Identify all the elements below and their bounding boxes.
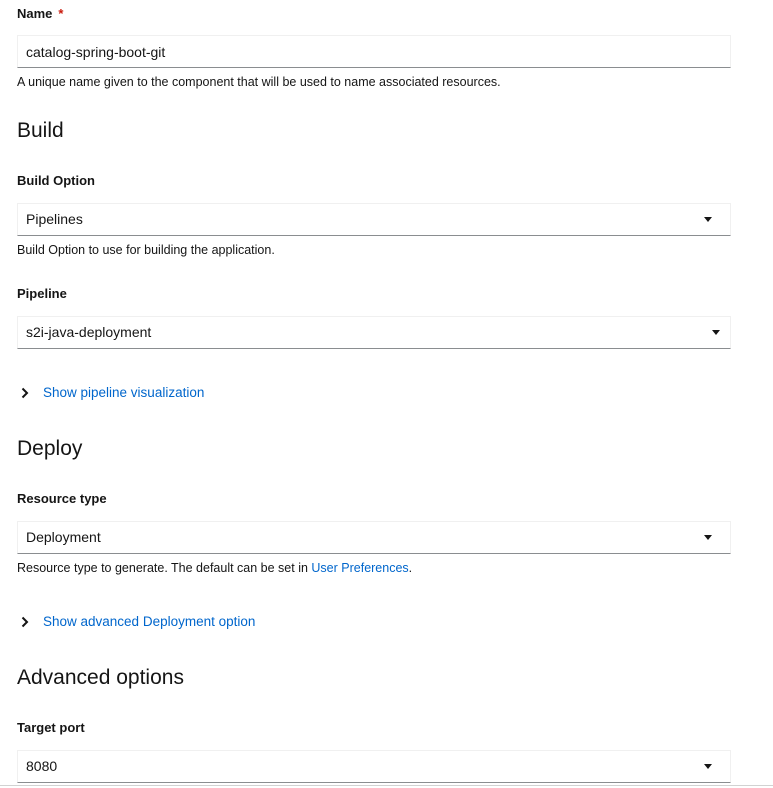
pipeline-visualization-toggle[interactable]: [17, 384, 277, 402]
advanced-options-heading: Advanced options: [17, 666, 184, 689]
build-option-selected-value: Pipelines: [26, 211, 83, 227]
pipeline-select[interactable]: [17, 316, 731, 349]
user-preferences-link[interactable]: User Preferences: [311, 561, 409, 575]
name-label-text: Name: [17, 6, 53, 21]
resource-type-helper-prefix: Resource type to generate. The default can be set in: [17, 561, 312, 575]
target-port-select[interactable]: [17, 750, 731, 783]
caret-down-icon: [704, 764, 712, 769]
advanced-deployment-link[interactable]: Show advanced Deployment option: [43, 614, 256, 629]
deploy-heading: Deploy: [17, 437, 83, 460]
caret-down-icon: [704, 535, 712, 540]
chevron-right-icon: [20, 616, 30, 628]
pipeline-label: Pipeline: [17, 286, 67, 301]
build-option-label: Build Option: [17, 173, 95, 188]
bottom-divider: [0, 785, 773, 786]
target-port-selected-value: 8080: [26, 758, 58, 774]
required-marker: *: [58, 6, 64, 21]
pipeline-selected-value: s2i-java-deployment: [26, 324, 152, 340]
resource-type-selected-value: Deployment: [26, 529, 101, 545]
resource-type-helper-text: [17, 560, 412, 576]
build-option-select[interactable]: [17, 203, 731, 236]
name-helper-text: A unique name given to the component that will be used to name associated resources.: [17, 75, 501, 89]
advanced-deployment-toggle[interactable]: [17, 613, 317, 631]
pipeline-visualization-link[interactable]: Show pipeline visualization: [43, 385, 205, 400]
chevron-right-icon: [20, 387, 30, 399]
build-heading: Build: [17, 119, 64, 142]
name-label: [17, 6, 63, 22]
build-option-helper-text: Build Option to use for building the application.: [17, 243, 275, 257]
target-port-label: Target port: [17, 720, 85, 735]
resource-type-helper-suffix: .: [408, 561, 413, 575]
resource-type-select[interactable]: [17, 521, 731, 554]
caret-down-icon: [712, 330, 720, 335]
name-input[interactable]: [17, 35, 731, 68]
resource-type-label: Resource type: [17, 491, 107, 506]
caret-down-icon: [704, 217, 712, 222]
